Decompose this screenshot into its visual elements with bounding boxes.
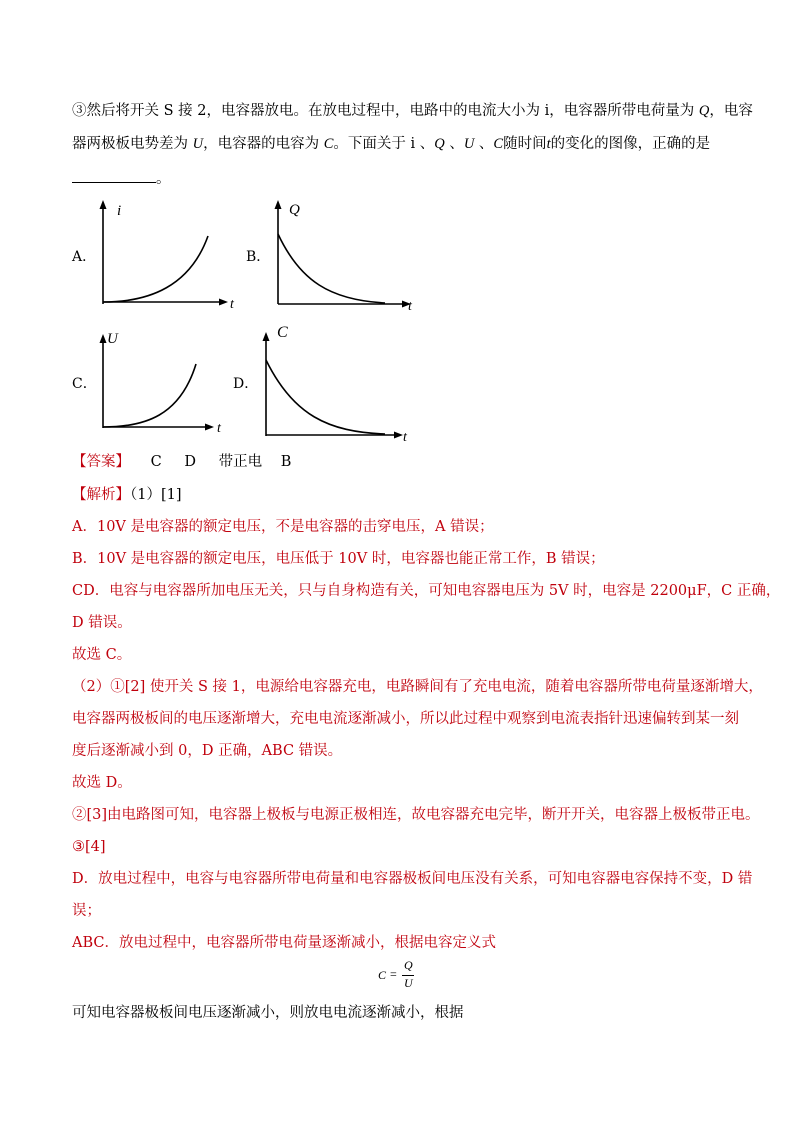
- analysis-text: （1）[1]: [130, 487, 182, 503]
- answer-item: B: [280, 454, 292, 470]
- x-axis-arrow: [205, 424, 214, 431]
- analysis-para: 故选 D。: [72, 775, 132, 791]
- x-axis-label: t: [408, 299, 412, 314]
- question-text: 。下面关于 i 、: [333, 136, 435, 152]
- option-b-label: B．: [246, 249, 271, 265]
- x-axis-label: t: [217, 421, 221, 436]
- analysis-para: 故选 C。: [72, 647, 132, 663]
- symbol-q: Q: [698, 103, 710, 119]
- x-axis-arrow: [219, 299, 228, 306]
- question-text: 。: [156, 171, 171, 187]
- question-text: 随时间: [503, 136, 547, 152]
- option-a-label: A．: [72, 249, 97, 265]
- curve-decreasing: [278, 234, 385, 303]
- curve-decreasing: [266, 360, 385, 434]
- y-axis-arrow: [100, 334, 107, 343]
- x-axis-label: t: [403, 430, 407, 445]
- analysis-para-final: 可知电容器极板间电压逐渐减小，则放电电流逐渐减小，根据: [72, 1005, 464, 1021]
- graph-a: [90, 196, 250, 314]
- answer-label: 【答案】: [72, 454, 130, 470]
- formula-numerator: Q: [404, 958, 413, 972]
- analysis-para: CD．电容与电容器所加电压无关，只与自身构造有关，可知电容器电压为 5V 时，电容是 2200μF，C 正确，: [72, 583, 781, 599]
- question-text: ，电容: [709, 103, 753, 119]
- question-text: 器两极板电势差为: [72, 136, 193, 152]
- symbol-c: C: [493, 136, 504, 152]
- analysis-para: ③[4]: [72, 839, 106, 855]
- y-axis-label: Q: [289, 202, 300, 218]
- graph-b: [265, 196, 425, 314]
- question-text: ，电容器的电容为: [203, 136, 324, 152]
- y-axis-label: i: [117, 203, 122, 219]
- y-axis-label: C: [277, 324, 288, 341]
- symbol-q: Q: [434, 136, 445, 152]
- answer-line: [72, 452, 291, 472]
- formula-eq: =: [390, 967, 397, 981]
- symbol-c: C: [323, 136, 334, 152]
- question-line-3: [72, 168, 171, 189]
- y-axis-arrow: [275, 200, 282, 209]
- analysis-para: D．放电过程中，电容与电容器所带电荷量和电容器极板间电压没有关系，可知电容器电容保持不变，D 错: [72, 871, 753, 887]
- analysis-header: [72, 485, 182, 505]
- option-d-label: D．: [233, 376, 259, 392]
- question-text: 、: [444, 136, 464, 152]
- question-text: 的变化的图像，正确的是: [550, 136, 711, 152]
- question-text: ③然后将开关 S 接 2，电容器放电。在放电过程中，电路中的电流大小为 i，电容器所带电荷量为: [72, 103, 699, 119]
- analysis-para: ABC．放电过程中，电容器所带电荷量逐渐减小，根据电容定义式: [72, 935, 496, 951]
- option-c-label: C．: [72, 376, 97, 392]
- answer-item: 带正电: [218, 454, 263, 470]
- x-axis-arrow: [394, 432, 403, 439]
- analysis-para: 度后逐渐减小到 0，D 正确，ABC 错误。: [72, 743, 343, 759]
- question-line-2: [72, 134, 710, 154]
- symbol-u: U: [463, 136, 475, 152]
- analysis-para: ②[3]由电路图可知，电容器上极板与电源正极相连，故电容器充电完毕，断开开关，电容器上极板带正电。: [72, 807, 760, 823]
- y-axis-arrow: [100, 200, 107, 209]
- analysis-para: D 错误。: [72, 615, 132, 631]
- symbol-t: t: [546, 136, 551, 152]
- answer-item: C: [150, 454, 162, 470]
- y-axis-arrow: [263, 332, 270, 341]
- analysis-para: （2）①[2] 使开关 S 接 1，电源给电容器充电，电路瞬间有了充电电流，随着电容器所带电荷量逐渐增大，: [72, 679, 763, 695]
- analysis-para: 电容器两极板间的电压逐渐增大，充电电流逐渐减小，所以此过程中观察到电流表指针迅速偏转到某一刻: [72, 711, 739, 727]
- question-text: 、: [474, 136, 494, 152]
- formula-lhs: C: [378, 968, 387, 982]
- analysis-para: B．10V 是电容器的额定电压，电压低于 10V 时，电容器也能正常工作，B 错误；: [72, 551, 605, 567]
- answer-item: D: [184, 454, 196, 470]
- capacitance-formula: [375, 958, 425, 994]
- analysis-label: 【解析】: [72, 487, 130, 503]
- graph-c: [90, 324, 250, 442]
- symbol-u: U: [192, 136, 204, 152]
- answer-blank[interactable]: [72, 168, 156, 183]
- graph-d: [253, 320, 423, 446]
- x-axis-label: t: [230, 297, 234, 312]
- curve-increasing: [103, 364, 196, 427]
- curve-increasing: [103, 236, 208, 302]
- question-line-1: [72, 101, 753, 121]
- y-axis-label: U: [107, 331, 118, 347]
- analysis-para: A．10V 是电容器的额定电压，不是电容器的击穿电压，A 错误；: [72, 519, 494, 535]
- formula-denominator: U: [404, 976, 413, 990]
- analysis-para: 误；: [72, 903, 101, 919]
